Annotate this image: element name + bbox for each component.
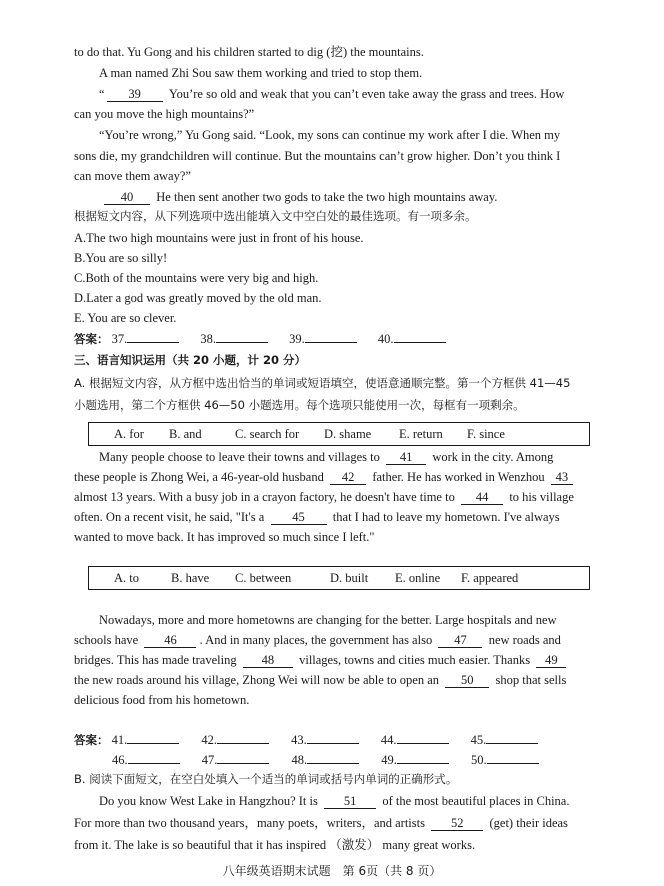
passage-text: the new roads around his village, Zhong Wei will now be able to open an (74, 673, 439, 687)
section-heading: 三、语言知识运用（共 20 小题，计 20 分） (74, 353, 307, 367)
answer-blank[interactable] (128, 751, 180, 764)
passage-line: “You’re wrong,” Yu Gong said. “Look, my sons can continue my work after I die. When my (99, 128, 561, 142)
passage-line: from it. The lake is so beautiful that it has inspired （激发） many great works. (74, 838, 476, 852)
passage-line: can you move the high mountains?” (74, 107, 255, 121)
passage-line: A man named Zhi Sou saw them working and tried to stop them. (99, 66, 423, 80)
answer-number: 48. (291, 753, 308, 767)
option-a: A.The two high mountains were just in front of his house. (74, 231, 364, 245)
passage-line: to do that. Yu Gong and his children started to dig (挖) the mountains. (74, 45, 424, 59)
page-footer: 八年级英语期末试题 第 6页（共 8 页） (222, 864, 442, 878)
passage-text: to his village (509, 490, 574, 504)
answer-number: 50. (471, 753, 487, 767)
passage-line (74, 509, 560, 525)
instruction-text: A. 根据短文内容，从方框中选出恰当的单词或短语填空，使语意通顺完整。第一个方框供 41—45 (74, 376, 571, 390)
answer-label: 答案： (74, 332, 109, 346)
answer-number: 47. (201, 753, 218, 767)
answer-blank[interactable] (305, 330, 357, 343)
answer-number: 39. (289, 332, 305, 346)
passage-text: father. He has worked in Wenzhou (372, 470, 545, 484)
answer-blank[interactable] (307, 731, 359, 744)
passage-line: can move them away?” (74, 169, 191, 183)
passage-text: Many people choose to leave their towns and villages to (99, 450, 380, 464)
passage-line: wanted to move back. It has improved so much since I left." (74, 530, 375, 544)
blank-47: 47 (438, 634, 482, 648)
passage-text: He then sent another two gods to take the two high mountains away. (156, 190, 498, 204)
blank-44: 44 (461, 491, 503, 505)
passage-line: Nowadays, more and more hometowns are changing for the better. Large hospitals and new (99, 613, 557, 627)
answer-number: 45. (470, 733, 487, 747)
instruction-text: B. 阅读下面短文，在空白处填入一个适当的单词或括号内单词的正确形式。 (74, 772, 458, 786)
blank-39: 39 (107, 88, 163, 102)
blank-51: 51 (324, 795, 376, 809)
answer-blank[interactable] (397, 731, 449, 744)
answer-blank[interactable] (127, 731, 179, 744)
box-option: F. since (467, 427, 505, 441)
passage-text: often. On a recent visit, he said, "It's a (74, 510, 265, 524)
passage-line (99, 86, 564, 102)
answer-number: 42. (201, 733, 217, 747)
instruction-text: 根据短文内容，从下列选项中选出能填入文中空白处的最佳选项。有一项多余。 (74, 209, 477, 223)
option-e: E. You are so clever. (74, 311, 177, 325)
answer-number: 37. (111, 332, 128, 346)
blank-48: 48 (243, 654, 293, 668)
box-option: E. return (399, 427, 443, 441)
passage-line (74, 489, 574, 505)
answer-blank[interactable] (487, 751, 539, 764)
box-option: B. and (169, 427, 202, 441)
blank-52: 52 (431, 817, 483, 831)
quote-mark: “ (99, 87, 105, 101)
passage-text: of the most beautiful places in China. (382, 794, 570, 808)
passage-line (104, 189, 497, 205)
passage-line: delicious food from his hometown. (74, 693, 250, 707)
passage-line (99, 793, 569, 809)
blank-42: 42 (330, 471, 366, 485)
answer-row-41-45 (74, 731, 538, 748)
passage-text: For more than two thousand years，many poets，writers，and artists (74, 816, 425, 830)
answer-blank[interactable] (307, 751, 359, 764)
passage-text: villages, towns and cities much easier. Thanks (299, 653, 531, 667)
word-box-1 (88, 422, 590, 446)
answer-row-37-40 (74, 330, 446, 347)
answer-blank[interactable] (216, 330, 268, 343)
passage-line (74, 672, 566, 688)
passage-line (74, 815, 568, 831)
blank-43: 43 (551, 471, 573, 485)
box-option: A. to (114, 571, 139, 585)
passage-text: almost 13 years. With a busy job in a crayon factory, he doesn't have time to (74, 490, 455, 504)
box-option: A. for (114, 427, 144, 441)
answer-blank[interactable] (217, 751, 269, 764)
passage-text: new roads and (488, 633, 561, 647)
box-option: B. have (171, 571, 210, 585)
instruction-text: 小题选用，第二个方框供 46—50 小题选用。每个选项只能使用一次，每框有一项剩余。 (74, 398, 525, 412)
box-option: C. between (235, 571, 292, 585)
answer-number: 49. (381, 753, 397, 767)
passage-text: work in the city. Among (432, 450, 554, 464)
passage-text: Do you know West Lake in Hangzhou? It is (99, 794, 318, 808)
option-c: C.Both of the mountains were very big and high. (74, 271, 319, 285)
blank-49: 49 (536, 654, 566, 668)
option-b: B.You are so silly! (74, 251, 168, 265)
passage-line: sons die, my grandchildren will continue. But the mountains can’t grow higher. Don’t you think I (74, 149, 561, 163)
passage-line (74, 632, 561, 648)
answer-number: 40. (377, 332, 394, 346)
passage-text: (get) their ideas (489, 816, 568, 830)
passage-text: bridges. This has made traveling (74, 653, 237, 667)
box-option: D. built (330, 571, 369, 585)
answer-blank[interactable] (394, 330, 446, 343)
blank-45: 45 (271, 511, 327, 525)
answer-number: 43. (291, 733, 307, 747)
passage-line (74, 469, 573, 485)
option-d: D.Later a god was greatly moved by the old man. (74, 291, 322, 305)
passage-text: schools have (74, 633, 139, 647)
answer-blank[interactable] (127, 330, 179, 343)
blank-41: 41 (386, 451, 426, 465)
answer-blank[interactable] (217, 731, 269, 744)
passage-line (74, 652, 566, 668)
passage-text: You’re so old and weak that you can’t even take away the grass and trees. How (168, 87, 565, 101)
answer-row-46-50 (112, 751, 539, 768)
answer-blank[interactable] (397, 751, 449, 764)
blank-40: 40 (104, 191, 150, 205)
box-option: F. appeared (461, 571, 519, 585)
blank-50: 50 (445, 674, 489, 688)
box-option: D. shame (324, 427, 372, 441)
answer-blank[interactable] (486, 731, 538, 744)
passage-line (99, 449, 553, 465)
answer-number: 44. (380, 733, 397, 747)
word-box-2 (88, 566, 590, 590)
answer-number: 41. (111, 733, 128, 747)
answer-number: 38. (200, 332, 216, 346)
box-option: E. online (395, 571, 441, 585)
box-option: C. search for (235, 427, 300, 441)
passage-text: . And in many places, the government has also (199, 633, 433, 647)
blank-46: 46 (144, 634, 196, 648)
passage-text: that I had to leave my hometown. I've always (332, 510, 560, 524)
passage-text: these people is Zhong Wei, a 46-year-old husband (74, 470, 324, 484)
answer-label: 答案： (74, 733, 109, 747)
passage-text: shop that sells (495, 673, 567, 687)
answer-number: 46. (112, 753, 128, 767)
